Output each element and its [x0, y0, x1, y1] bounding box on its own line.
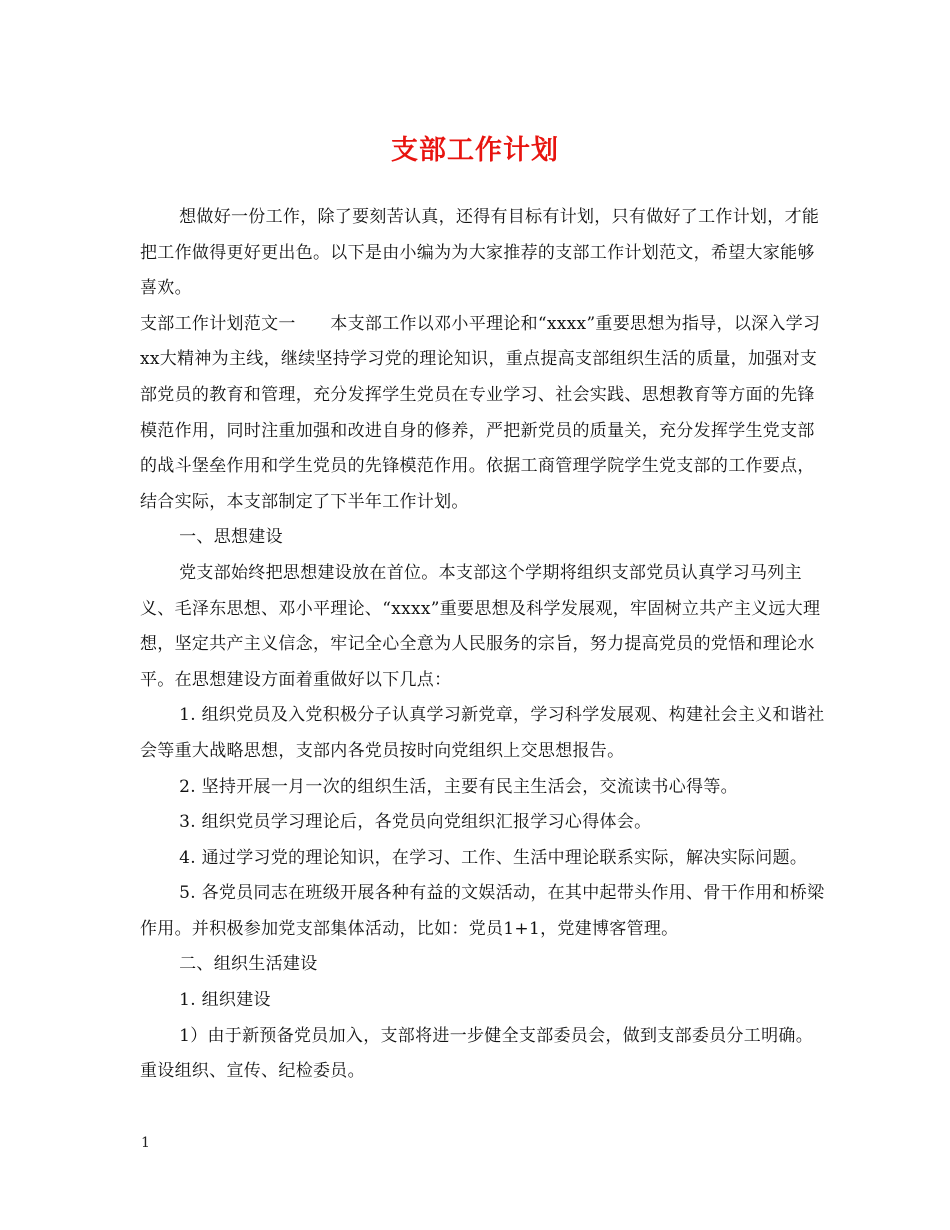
- list-item-4: 4. 通过学习党的理论知识，在学习、工作、生活中理论联系实际，解决实际问题。: [179, 847, 808, 868]
- paragraph-committee-setup: 1）由于新预备党员加入，支部将进一步健全支部委员会，做到支部委员分工明确。重设组织、宣传、纪检委员。: [140, 1025, 814, 1082]
- page-number: 1: [141, 1135, 150, 1151]
- list-item-1: 1. 组织党员及入党积极分子认真学习新党章，学习科学发展观、构建社会主义和谐社会等重大战略思想，支部内各党员按时向党组织上交思想报告。: [140, 705, 825, 761]
- document-title: 支部工作计划: [391, 135, 559, 166]
- paragraph-intro: 想做好一份工作，除了要刻苦认真，还得有目标有计划，只有做好了工作计划，才能把工作做得更好更出色。以下是由小编为为大家推荐的支部工作计划范文，希望大家能够喜欢。: [140, 207, 820, 299]
- paragraph-ideological-construction: 党支部始终把思想建设放在首位。本支部这个学期将组织支部党员认真学习马列主义、毛泽东思想、邓小平理论、“xxxx”重要思想及科学发展观，牢固树立共产主义远大理想，坚定共产主义信念，牢记全心全意为人民服务的宗旨，努力提高党员的党悟和理论水平。在思想建设方面着重做好以下几点：: [140, 562, 821, 690]
- subheading-organization-building: 1. 组织建设: [179, 990, 271, 1011]
- list-item-5: 5. 各党员同志在班级开展各种有益的文娱活动，在其中起带头作用、骨干作用和桥梁作用。并积极参加党支部集体活动，比如：党员1+1，党建博客管理。: [140, 883, 825, 939]
- document-body: [140, 200, 830, 1090]
- heading-organizational-life: 二、组织生活建设: [179, 954, 318, 975]
- paragraph-sample-one: 支部工作计划范文一 本支部工作以邓小平理论和“xxxx”重要思想为指导，以深入学习xx大精神为主线，继续坚持学习党的理论知识，重点提高支部组织生活的质量，加强对支部党员的教育和管理，充分发挥学生党员在专业学习、社会实践、思想教育等方面的先锋模范作用，同时注重加强和改进自身的修养，严把新党员的质量关，充分发挥学生党支部的战斗堡垒作用和学生党员的先锋模范作用。依据工商管理学院学生党支部的工作要点，结合实际，本支部制定了下半年工作计划。: [140, 313, 821, 512]
- list-item-3: 3. 组织党员学习理论后，各党员向党组织汇报学习心得体会。: [179, 812, 652, 833]
- heading-ideological-construction: 一、思想建设: [179, 527, 283, 548]
- list-item-2: 2. 坚持开展一月一次的组织生活，主要有民主生活会，交流读书心得等。: [179, 776, 738, 797]
